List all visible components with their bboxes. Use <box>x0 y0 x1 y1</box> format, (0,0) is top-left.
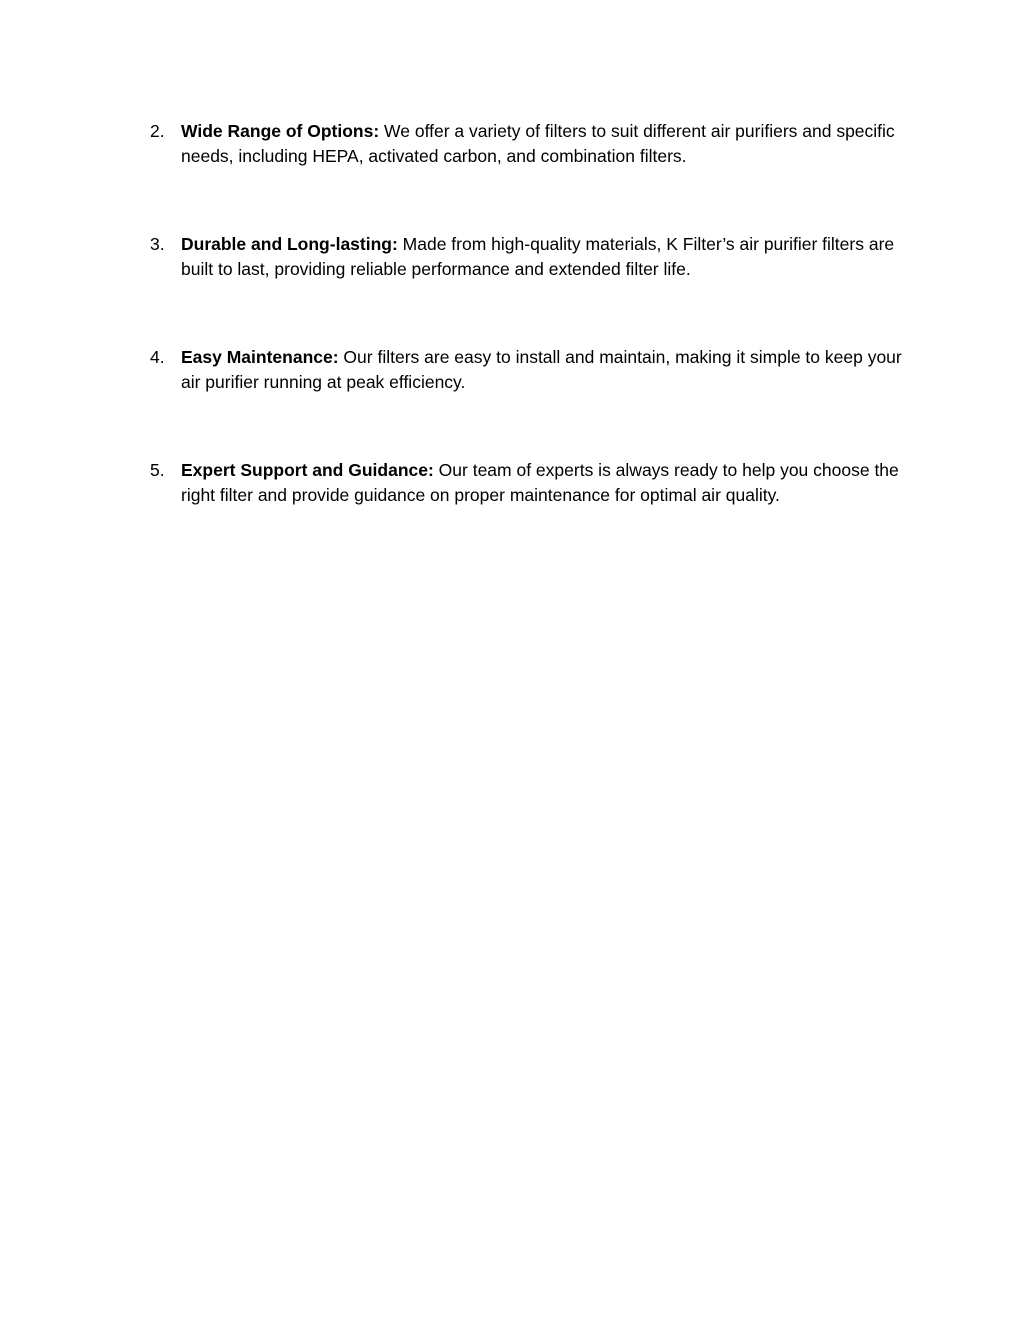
list-item <box>150 232 910 281</box>
list-item <box>150 458 910 507</box>
list-item-heading: Easy Maintenance: <box>181 347 339 367</box>
list-item <box>150 119 910 168</box>
list-item-text: We offer a variety of filters to suit different air purifiers and specific needs, including HEPA, activated carbon, and combination filters. <box>181 121 895 166</box>
benefits-list <box>150 119 910 571</box>
list-item-text: Our team of experts is always ready to help you choose the right filter and provide guidance on proper maintenance for optimal air quality. <box>181 460 899 505</box>
list-item-text: Our filters are easy to install and maintain, making it simple to keep your air purifier running at peak efficiency. <box>181 347 902 392</box>
list-item-heading: Wide Range of Options: <box>181 121 380 141</box>
list-item-heading: Expert Support and Guidance: <box>181 460 434 480</box>
list-item <box>150 345 910 394</box>
list-item-number: 5. <box>150 460 165 480</box>
list-item-number: 2. <box>150 121 165 141</box>
list-item-text: Made from high-quality materials, K Filter’s air purifier filters are built to last, providing reliable performance and extended filter life. <box>181 234 895 279</box>
list-item-number: 4. <box>150 347 165 367</box>
list-item-heading: Durable and Long-lasting: <box>181 234 398 254</box>
list-item-number: 3. <box>150 234 165 254</box>
